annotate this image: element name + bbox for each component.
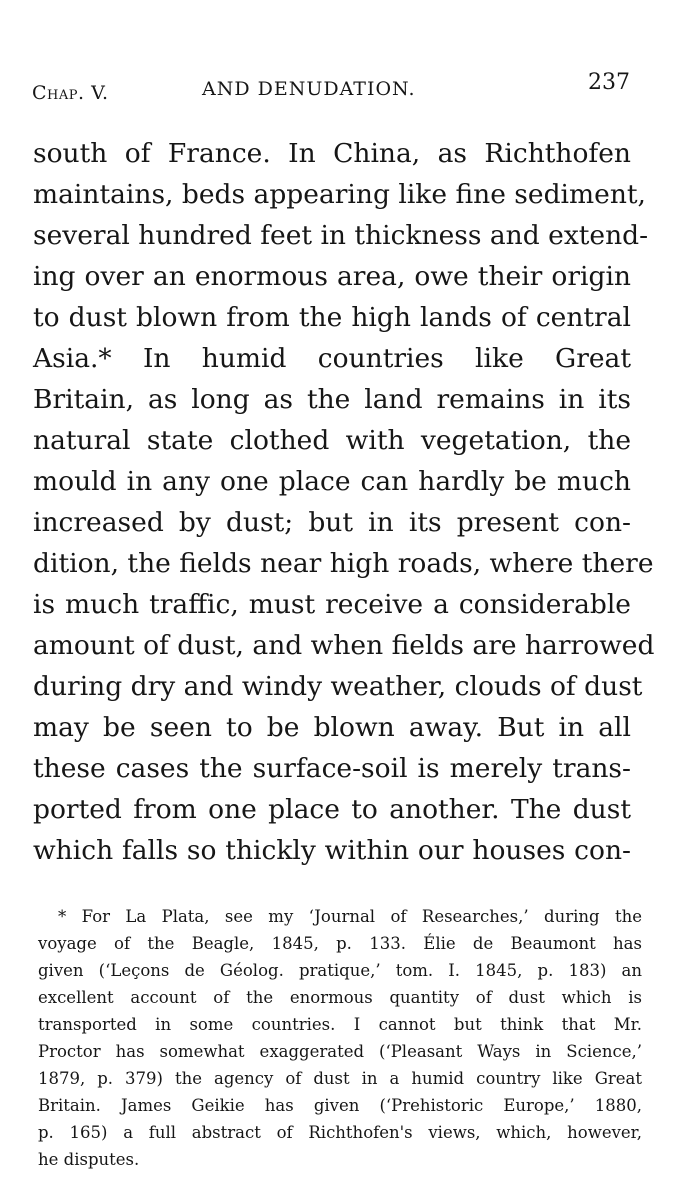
footnote-line: 1879, p. 379) the agency of dust in a humid country like Great [38,1069,642,1088]
body-line: mould in any one place can hardly be much [33,466,631,497]
chapter-label: Chap. V. [32,82,109,104]
footnote-line: transported in some countries. I cannot but think that Mr. [38,1015,642,1034]
body-line: increased by dust; but in its present con- [33,507,631,538]
footnote-line: excellent account of the enormous quantity of dust which is [38,988,642,1007]
body-line: amount of dust, and when fields are harrowed [33,630,655,661]
body-line: Asia.* In humid countries like Great [33,343,631,374]
footnote-line: * For La Plata, see my ‘Journal of Researches,’ during the [58,907,642,926]
body-line: ing over an enormous area, owe their origin [33,261,631,292]
body-line: is much traffic, must receive a considerable [33,589,631,620]
footnote-line: given (‘Leçons de Géolog. pratique,’ tom. I. 1845, p. 183) an [38,961,642,980]
body-line: may be seen to be blown away. But in all [33,712,631,743]
footnote-line: Britain. James Geikie has given (‘Prehistoric Europe,’ 1880, [38,1096,642,1115]
body-line: to dust blown from the high lands of central [33,302,631,333]
body-line: during dry and windy weather, clouds of dust [33,671,643,702]
footnote-line: he disputes. [38,1150,140,1169]
running-head-title: AND DENUDATION. [202,78,416,100]
footnote-line: p. 165) a full abstract of Richthofen's views, which, however, [38,1123,642,1142]
body-line: natural state clothed with vegetation, the [33,425,631,456]
running-head [32,70,630,110]
body-line: these cases the surface-soil is merely trans- [33,753,631,784]
body-line: Britain, as long as the land remains in its [33,384,631,415]
footnote-line: Proctor has somewhat exaggerated (‘Pleasant Ways in Science,’ [38,1042,642,1061]
page-number: 237 [588,70,630,95]
footnote-line: voyage of the Beagle, 1845, p. 133. Élie de Beaumont has [38,934,642,953]
body-line: which falls so thickly within our houses con- [33,835,631,866]
footnote [38,903,642,1173]
body-line: several hundred feet in thickness and extend- [33,220,649,251]
body-line: ported from one place to another. The dust [33,794,631,825]
body-line: maintains, beds appearing like fine sediment, [33,179,646,210]
body-text [33,133,655,871]
body-line: south of France. In China, as Richthofen [33,138,631,169]
body-line: dition, the fields near high roads, where there [33,548,654,579]
